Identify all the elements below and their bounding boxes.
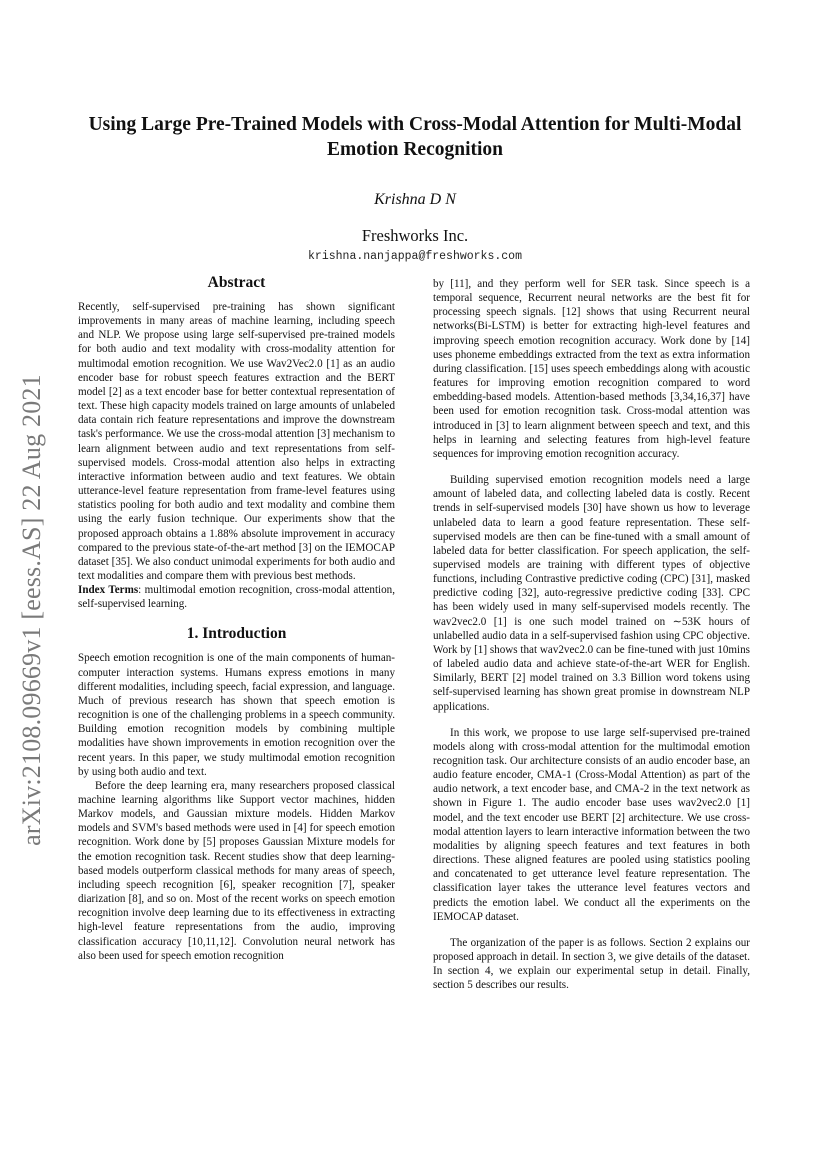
intro-paragraph-4: In this work, we propose to use large self-supervised pre-trained models along with cross-modal attention for the multimodal emotion recognition task. Our architecture consists of an audio encoder base, an audio feature encoder, CMA-1 (Cross-Modal Attention) as part of the audio network, a text encoder base, and CMA-2 in the text network as shown in Figure 1. The audio encoder base uses wav2vec2.0 [1] model, and the text encoder use BERT [2] architecture. We use cross-modal attention layers to learn interactive information between the two modalities by aligning speech features and text features in both directions. These aligned features are pooled using statistics pooling and concatenated to get utterance level feature representation. The classification layer takes the utterance level features vectors and predicts the emotion label. We conduct all the experiments on the IEMOCAP dataset. xyxy=(433,726,750,923)
abstract-heading: Abstract xyxy=(207,274,266,291)
intro-paragraph-1: Speech emotion recognition is one of the main components of human-computer interaction systems. Humans express emotions in many different modalities, including speech, facial expression, and language. Much of previous research has shown that speech emotion is recognition is one of the challenging problems in a speech community. Building emotion recognition models by combining multiple modalities have shown improvements in emotion recognition over the recent years. In this paper, we study multimodal emotion recognition by using both audio and text. xyxy=(78,652,395,778)
arxiv-identifier: arXiv:2108.09669v1 [eess.AS] 22 Aug 2021 xyxy=(17,374,47,846)
author-email: krishna.nanjappa@freshworks.com xyxy=(308,250,522,263)
index-terms-label: Index Terms xyxy=(78,584,139,597)
paper-header xyxy=(60,112,770,263)
intro-paragraph-5: The organization of the paper is as follows. Section 2 explains our proposed approach in detail. In section 3, we give details of the dataset. In section 4, we explain our experimental setup in detail. Finally, section 5 describes our results. xyxy=(433,936,750,992)
introduction-heading: 1. Introduction xyxy=(186,625,287,643)
intro-paragraph-2-continued: by [11], and they perform well for SER task. Since speech is a temporal sequence, Recurrent neural networks are the best fit for processing speech signals. [12] shows that using Recurrent neural networks(Bi-LSTM) is better for extracting high-level features and improving speech emotion recognition accuracy. Work done by [14] uses phoneme embeddings extracted from the text as extra information during classification. [15] uses speech embeddings along with acoustic features for improving emotion recognition compared to word embedding-based models. Attention-based methods [3,34,16,37] have been used for emotion recognition task. Cross-modal attention was introduced in [3] to learn alignment between speech and text, and this helps in learning and selecting features from high-level feature sequences for improving emotion recognition accuracy. xyxy=(433,278,750,460)
index-terms xyxy=(78,583,395,611)
paper-title: Using Large Pre-Trained Models with Cross-Modal Attention for Multi-Modal Emotion Recognition xyxy=(88,114,742,160)
arxiv-sidebar xyxy=(12,350,52,870)
right-column xyxy=(433,277,750,993)
intro-paragraph-2: Before the deep learning era, many researchers proposed classical machine learning algorithms like Support vector machines, hidden Markov models, and Gaussian mixture models. Hidden Markov models and SVM's based methods were used in [4] for speech emotion recognition. Work done by [5] proposes Gaussian Mixture models for the emotion recognition task. Recent studies show that deep learning-based models outperform classical methods for many areas of speech, including speech recognition [6], speaker recognition [7], speaker diarization [8], and so on. Most of the recent works on speech emotion recognition involve deep learning due to its effectiveness in extracting high-level feature representations from the audio, improving classification accuracy [10,11,12]. Convolution neural network has also been used for speech emotion recognition xyxy=(78,779,395,962)
intro-paragraph-3: Building supervised emotion recognition models need a large amount of labeled data, and collecting labeled data is costly. Recent trends in self-supervised models [30] have shown us how to leverage unlabeled data to learn a good feature representation. These self-supervised models are then can be fine-tuned with a small amount of labeled data for better classification. For speech application, the self-supervised models are training with different types of objective functions, including Contrastive predictive coding (CPC) [31], masked predictive coding [32], auto-regressive predictive coding [33]. CPC has been widely used in many self-supervised models recently. The wav2vec2.0 [1] is one such model trained on ∼53K hours of unlabelled audio data in a self-supervised fashion using CPC objective. Work by [1] shows that wav2vec2.0 can be fine-tuned with just 10mins of labeled audio data and achieve state-of-the-art WER for English. Similarly, BERT [2] model trained on 3.3 Billion word tokens using self-supervised learning has shown great promise in downstream NLP applications. xyxy=(433,474,750,713)
author-affiliation: Freshworks Inc. xyxy=(361,226,469,245)
author-name: Krishna D N xyxy=(374,191,456,208)
index-terms-text: : multimodal emotion recognition, cross-modal attention, self-supervised learning. xyxy=(78,584,395,611)
abstract-text: Recently, self-supervised pre-training has shown significant improvements in many areas of machine learning, including speech and NLP. We propose using large self-supervised pre-trained models for both audio and text modality with cross-modality attention for multimodal emotion recognition. We use Wav2Vec2.0 [1] as an audio encoder base for robust speech features extraction and the BERT model [2] as a text encoder base for better contextual representation of text. These high capacity models trained on large amounts of unlabeled data contain rich feature representations and improve the downstream task's performance. We use the cross-modal attention [3] mechanism to learn alignment between audio and text representations from self-supervised models. Cross-modal attention also helps in extracting interactive information between audio and text features. We obtain utterance-level feature representation from frame-level features using statistics pooling for both audio and text modality and combine them using the early fusion technique. Our experiments show that the proposed approach obtains a 1.88% absolute improvement in accuracy compared to the previous state-of-the-art method [3] on the IEMOCAP dataset [35]. We also conduct unimodal experiments for both audio and text modalities and compare them with previous best methods. xyxy=(78,301,395,582)
left-column xyxy=(78,274,395,963)
